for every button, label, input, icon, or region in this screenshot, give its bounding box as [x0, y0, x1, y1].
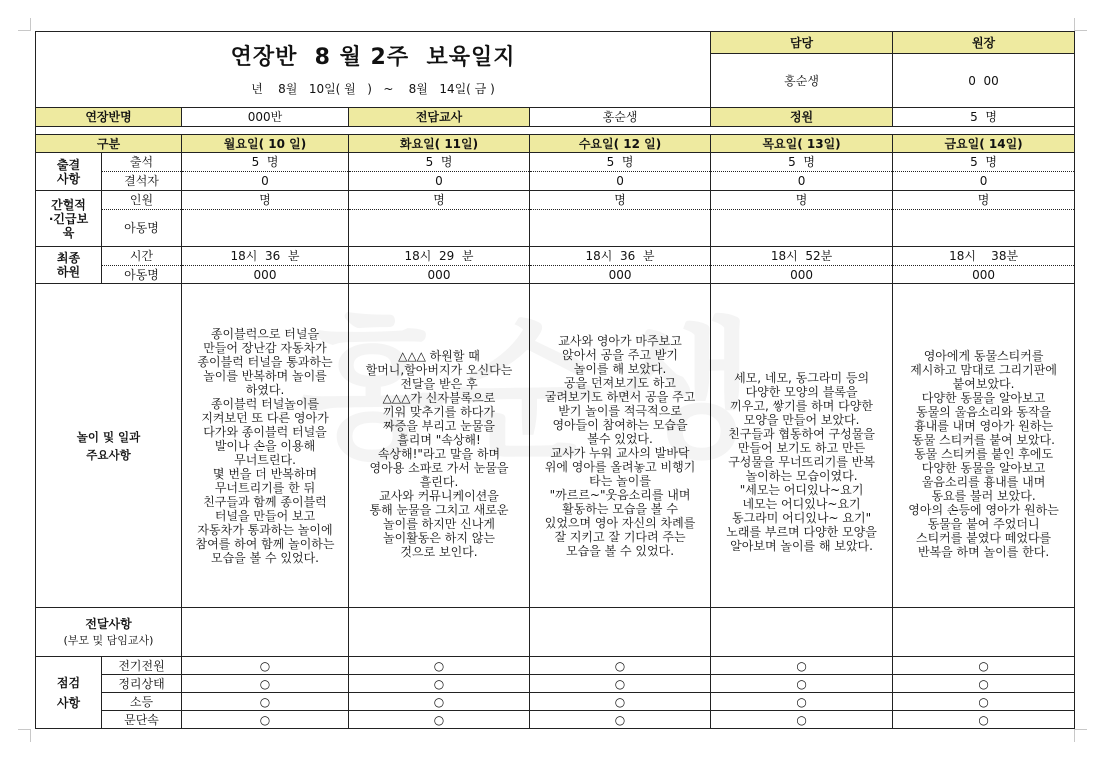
play-note-line: 다양한 동물을 알아보고	[921, 390, 1046, 405]
emergency-name	[530, 210, 711, 247]
play-note-line: 짜증을 부리고 눈물을	[383, 418, 495, 433]
play-note-line: 무너트린다.	[234, 452, 296, 467]
play-note-line: △△△가 신자블록으로	[382, 390, 496, 405]
play-note	[349, 284, 530, 608]
crop-mark-bottom-right	[1074, 729, 1087, 742]
absent-count: 0	[711, 172, 893, 191]
capacity-label: 정원	[711, 108, 893, 127]
play-note-line: 동물의 울음소리와 동작을	[915, 404, 1052, 419]
check-mark: ○	[530, 711, 711, 729]
play-note-line: 공을 던져보기도 하고	[564, 375, 677, 390]
sign-value-charge: 홍순생	[711, 54, 893, 108]
absent-count: 0	[530, 172, 711, 191]
play-note-line: 붙여보았다.	[952, 376, 1015, 391]
play-note-line: 놀이를 하지만 신나게	[383, 516, 495, 531]
play-note-line: 세모, 네모, 동그라미 등의	[734, 370, 870, 385]
play-note-line: 교사와 커뮤니케이션을	[379, 488, 499, 503]
present-count: 5 명	[893, 153, 1075, 172]
teacher-label: 전담교사	[349, 108, 530, 127]
play-note-line: 종이블럭 터널을 통과하는	[197, 354, 333, 369]
absent-label: 결석자	[102, 172, 182, 191]
play-note-line: 놀이를 반복하며 놀이를	[203, 368, 327, 383]
departure-name: 000	[711, 266, 893, 284]
message-sub-label: (부모 및 담임교사)	[63, 633, 154, 647]
crop-mark-bottom-left	[18, 729, 31, 742]
emergency-name	[182, 210, 349, 247]
check-item-label: 전기전원	[102, 657, 182, 675]
play-note-line: 타는 놀이를	[589, 473, 651, 488]
message-cell	[530, 608, 711, 657]
emergency-count: 명	[530, 191, 711, 210]
play-note	[893, 284, 1075, 608]
day-header: 월요일( 10 일)	[182, 135, 349, 153]
play-note-line: 모습을 볼 수 있었다.	[211, 550, 319, 565]
play-note-line: 영아용 소파로 가서 눈물을	[369, 460, 509, 475]
checklist-group-label: 점검 사항	[36, 657, 102, 729]
message-cell	[711, 608, 893, 657]
check-mark: ○	[893, 657, 1075, 675]
absent-count: 0	[893, 172, 1075, 191]
class-name-label: 연장반명	[36, 108, 182, 127]
play-note-line: 구성물을 무너뜨리기를 반복	[728, 454, 875, 469]
play-note-line: 만들어 보기도 하고 만든	[737, 440, 866, 455]
play-note-line: 교사와 영아가 마주보고	[558, 333, 682, 348]
check-mark: ○	[893, 675, 1075, 693]
play-note-line: 다가와 종이블럭 터널을	[203, 424, 327, 439]
play-note-line: 위에 영아를 올려놓고 비행기	[544, 459, 696, 474]
crop-mark-top-left	[18, 18, 31, 31]
play-note	[530, 284, 711, 608]
play-note-line: 참여를 하여 함께 놀이하는	[195, 536, 335, 551]
play-note-line: 흘리며 "속상해!	[397, 432, 481, 447]
departure-time: 18시 36 분	[530, 247, 711, 266]
check-mark: ○	[530, 657, 711, 675]
play-note-line: 모양을 만들어 보았다.	[743, 412, 860, 427]
emergency-name	[893, 210, 1075, 247]
crop-mark-top-right	[1074, 18, 1087, 31]
emergency-count: 명	[893, 191, 1075, 210]
departure-time: 18시 52분	[711, 247, 893, 266]
play-note-line: 흘린다.	[419, 474, 459, 489]
emergency-count: 명	[349, 191, 530, 210]
check-mark: ○	[182, 657, 349, 675]
play-note-line: 잘 지키고 잘 기다려 주는	[554, 529, 686, 544]
play-note-line: 모습을 볼 수 있었다.	[566, 543, 675, 558]
day-header: 목요일( 13일)	[711, 135, 893, 153]
play-note-line: 발이나 손을 이용해	[214, 438, 316, 453]
play-note-line: 동물 스티커를 붙여 보았다.	[912, 432, 1055, 447]
play-note	[182, 284, 349, 608]
play-note-line: 지켜보던 또 다른 영아가	[201, 410, 329, 425]
message-cell	[349, 608, 530, 657]
play-note-line: 있었으며 영아 자신의 차례를	[544, 515, 696, 530]
departure-time: 18시 36 분	[182, 247, 349, 266]
play-note-line: 영아의 손등에 영아가 원하는	[908, 502, 1059, 517]
play-note-line: 다양한 모양의 블록을	[745, 384, 858, 399]
title-cell	[36, 32, 711, 108]
play-note-line: 통해 눈물을 그치고 새로운	[369, 502, 509, 517]
care-log-table	[35, 31, 1075, 729]
play-note-line: "세모는 어디있나~요기	[739, 482, 864, 497]
message-cell	[893, 608, 1075, 657]
emergency-name	[349, 210, 530, 247]
check-mark: ○	[349, 693, 530, 711]
play-note-line: 종이블럭 터널놀이를	[210, 396, 320, 411]
play-note-line: 앉아서 공을 주고 받기	[562, 347, 678, 362]
present-count: 5 명	[711, 153, 893, 172]
category-header: 구분	[36, 135, 182, 153]
check-mark: ○	[182, 711, 349, 729]
play-note-line: 영아에게 동물스티커를	[923, 348, 1044, 363]
emergency-count: 명	[182, 191, 349, 210]
play-note-line: 제시하고 맘대로 그리기판에	[910, 362, 1057, 377]
check-mark: ○	[349, 711, 530, 729]
sign-value-director: 0 00	[893, 54, 1075, 108]
spacer-row	[36, 127, 1075, 135]
play-note-line: 노래를 부르며 다양한 모양을	[726, 524, 877, 539]
date-range: 년 8월 10일( 월 ) ~ 8월 14일( 금 )	[251, 81, 495, 96]
absent-count: 0	[349, 172, 530, 191]
play-note-line: 동요를 불러 보았다.	[931, 488, 1036, 503]
present-label: 출석	[102, 153, 182, 172]
play-note-line: 친구들과 함께 종이블럭	[203, 494, 327, 509]
play-notes-label: 놀이 및 일과 주요사항	[36, 284, 182, 608]
check-mark: ○	[530, 693, 711, 711]
play-note-line: △△△ 하원할 때	[398, 348, 480, 363]
play-note-line: 영아들이 참여하는 모습을	[552, 417, 688, 432]
absent-count: 0	[182, 172, 349, 191]
capacity-value: 5 명	[893, 108, 1075, 127]
play-note-line: 터널을 만들어 보고	[214, 508, 316, 523]
play-note-line: 할머니,할아버지가 오신다는	[365, 362, 513, 377]
play-note-line: 끼우고, 쌓기를 하며 다양한	[730, 398, 873, 413]
teacher-value: 홍순생	[530, 108, 711, 127]
check-mark: ○	[182, 675, 349, 693]
message-label: 전달사항	[85, 616, 132, 631]
emergency-name	[711, 210, 893, 247]
departure-time: 18시 29 분	[349, 247, 530, 266]
play-note-line: 전달을 받은 후	[400, 376, 478, 391]
departure-name: 000	[182, 266, 349, 284]
play-note-line: 하였다.	[245, 382, 285, 397]
check-item-label: 소등	[102, 693, 182, 711]
check-mark: ○	[349, 657, 530, 675]
play-note-line: 끼워 맞추기를 하다가	[383, 404, 495, 419]
play-note	[711, 284, 893, 608]
day-header: 수요일( 12 일)	[530, 135, 711, 153]
play-note-line: 반복을 하며 놀이를 한다.	[917, 544, 1050, 559]
play-note-line: 놀이를 해 보았다.	[573, 361, 667, 376]
play-note-line: 종이블럭으로 터널을	[210, 326, 320, 341]
play-note-line: 동물을 붙여 주었더니	[927, 516, 1040, 531]
play-note-line: 속상해!"라고 말을 하며	[377, 446, 501, 461]
message-label-cell	[36, 608, 182, 657]
present-count: 5 명	[182, 153, 349, 172]
message-cell	[182, 608, 349, 657]
play-note-line: 몇 번을 더 반복하며	[212, 466, 318, 481]
play-note-line: 볼수 있었다.	[587, 431, 653, 446]
check-mark: ○	[893, 693, 1075, 711]
play-note-line: 흉내를 내며 영아가 원하는	[914, 418, 1054, 433]
play-note-line: 무너트리기를 한 뒤	[214, 480, 316, 495]
play-note-line: 것으로 보인다.	[400, 544, 478, 559]
play-note-line: 동그라미 어디있나~ 요기"	[732, 510, 872, 525]
attendance-group-label: 출결 사항	[36, 153, 102, 191]
emergency-count: 명	[711, 191, 893, 210]
departure-time: 18시 38분	[893, 247, 1075, 266]
emergency-name-label: 아동명	[102, 210, 182, 247]
play-note-line: 교사가 누워 교사의 발바닥	[550, 445, 690, 460]
play-note-line: 놀이하는 모습이였다.	[745, 468, 858, 483]
play-note-line: 활동하는 모습을 볼 수	[562, 501, 678, 516]
class-name-value: 000반	[182, 108, 349, 127]
play-note-line: 동물 스티커를 붙인 후에도	[914, 446, 1054, 461]
day-header: 금요일( 14일)	[893, 135, 1075, 153]
check-mark: ○	[711, 657, 893, 675]
departure-name: 000	[893, 266, 1075, 284]
check-mark: ○	[893, 711, 1075, 729]
check-mark: ○	[182, 693, 349, 711]
play-note-line: 받기 놀이를 적극적으로	[558, 403, 682, 418]
departure-name: 000	[530, 266, 711, 284]
departure-group-label: 최종 하원	[36, 247, 102, 284]
day-header: 화요일( 11일)	[349, 135, 530, 153]
play-note-line: 다양한 동물을 알아보고	[921, 460, 1046, 475]
play-note-line: 네모는 어디있나~요기	[742, 496, 861, 511]
play-note-line: 알아보며 놀이를 해 보았다.	[730, 538, 873, 553]
present-count: 5 명	[349, 153, 530, 172]
present-count: 5 명	[530, 153, 711, 172]
play-note-line: 굴려보기도 하면서 공을 주고	[544, 389, 696, 404]
page-title: 연장반 8 월 2주 보육일지	[230, 44, 516, 70]
play-note-line: 놀이활동은 하지 않는	[383, 530, 495, 545]
emergency-care-group-label: 간헐적 ·긴급보 육	[36, 191, 102, 247]
check-mark: ○	[711, 693, 893, 711]
play-note-line: 만들어 장난감 자동차가	[203, 340, 327, 355]
check-mark: ○	[530, 675, 711, 693]
play-note-line: 울음소리를 흉내를 내며	[921, 474, 1046, 489]
emergency-count-label: 인원	[102, 191, 182, 210]
check-item-label: 정리상태	[102, 675, 182, 693]
departure-name: 000	[349, 266, 530, 284]
play-note-line: "까르르~"웃음소리를 내며	[549, 487, 691, 502]
check-mark: ○	[349, 675, 530, 693]
departure-name-label: 아동명	[102, 266, 182, 284]
departure-time-label: 시간	[102, 247, 182, 266]
sign-label-director: 원장	[893, 32, 1075, 54]
check-item-label: 문단속	[102, 711, 182, 729]
check-mark: ○	[711, 675, 893, 693]
play-note-line: 스티커를 붙였다 떼었다를	[915, 530, 1052, 545]
play-note-line: 친구들과 협동하여 구성물을	[728, 426, 875, 441]
play-note-line: 자동차가 통과하는 놀이에	[197, 522, 333, 537]
check-mark: ○	[711, 711, 893, 729]
sign-label-charge: 담당	[711, 32, 893, 54]
